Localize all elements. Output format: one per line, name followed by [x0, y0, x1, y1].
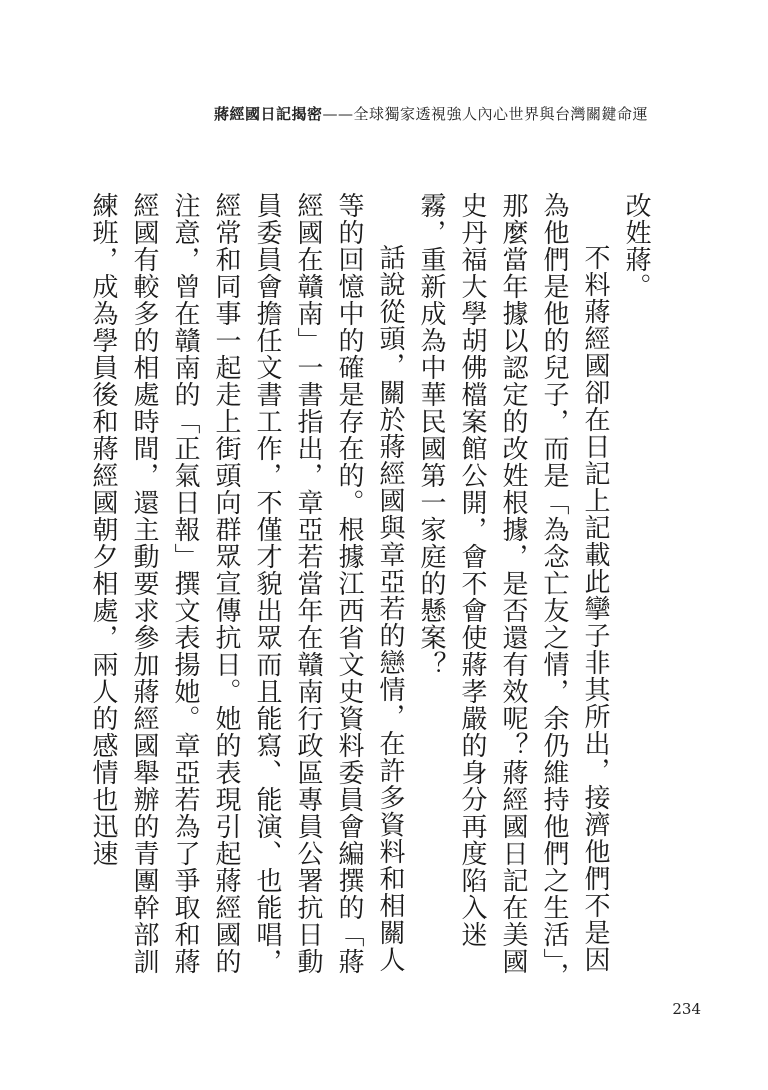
paragraph-1: 改姓蔣。 [621, 192, 651, 300]
running-header [214, 103, 648, 124]
book-subtitle: ——全球獨家透視強人內心世界與台灣關鍵命運 [322, 105, 648, 123]
page-number: 234 [672, 1000, 701, 1018]
book-title: 蔣經國日記揭密 [213, 105, 323, 123]
paragraph-3: 話說從頭，關於蔣經國與章亞若的戀情，在許多資料和相關人等的回憶中的確是存在的。根據江西省文史資料委員會編撰的「蔣經國在贛南」一書指出，章亞若當年在贛南行政區專員公署抗日動員委員會擔任文書工作，不僅才貌出眾而且能寫、能演、也能唱，經常和同事一起走上街頭向群眾宣傳抗日。她的表現引起蔣經國的注意，曾在贛南的「正氣日報」撰文表揚她。章亞若為了爭取和蔣經國有較多的相處時間，還主動要求參加蔣經國舉辦的青團幹部訓練班，成為學員後和蔣經國朝夕相處，兩人的感情也迅速 [88, 192, 405, 975]
vertical-body-text [82, 192, 656, 992]
paragraph-2: 不料蔣經國卻在日記上記載此攣子非其所出，接濟他們不是因為他們是他的兒子，而是「為念亡友之情，余仍維持他們之生活」，那麼當年據以認定的改姓根據，是否還有效呢？蔣經國日記在美國史丹福大學胡佛檔案館公開，會不會使蔣孝嚴的身分再度陷入迷霧，重新成為中華民國第一家庭的懸案？ [416, 192, 610, 989]
